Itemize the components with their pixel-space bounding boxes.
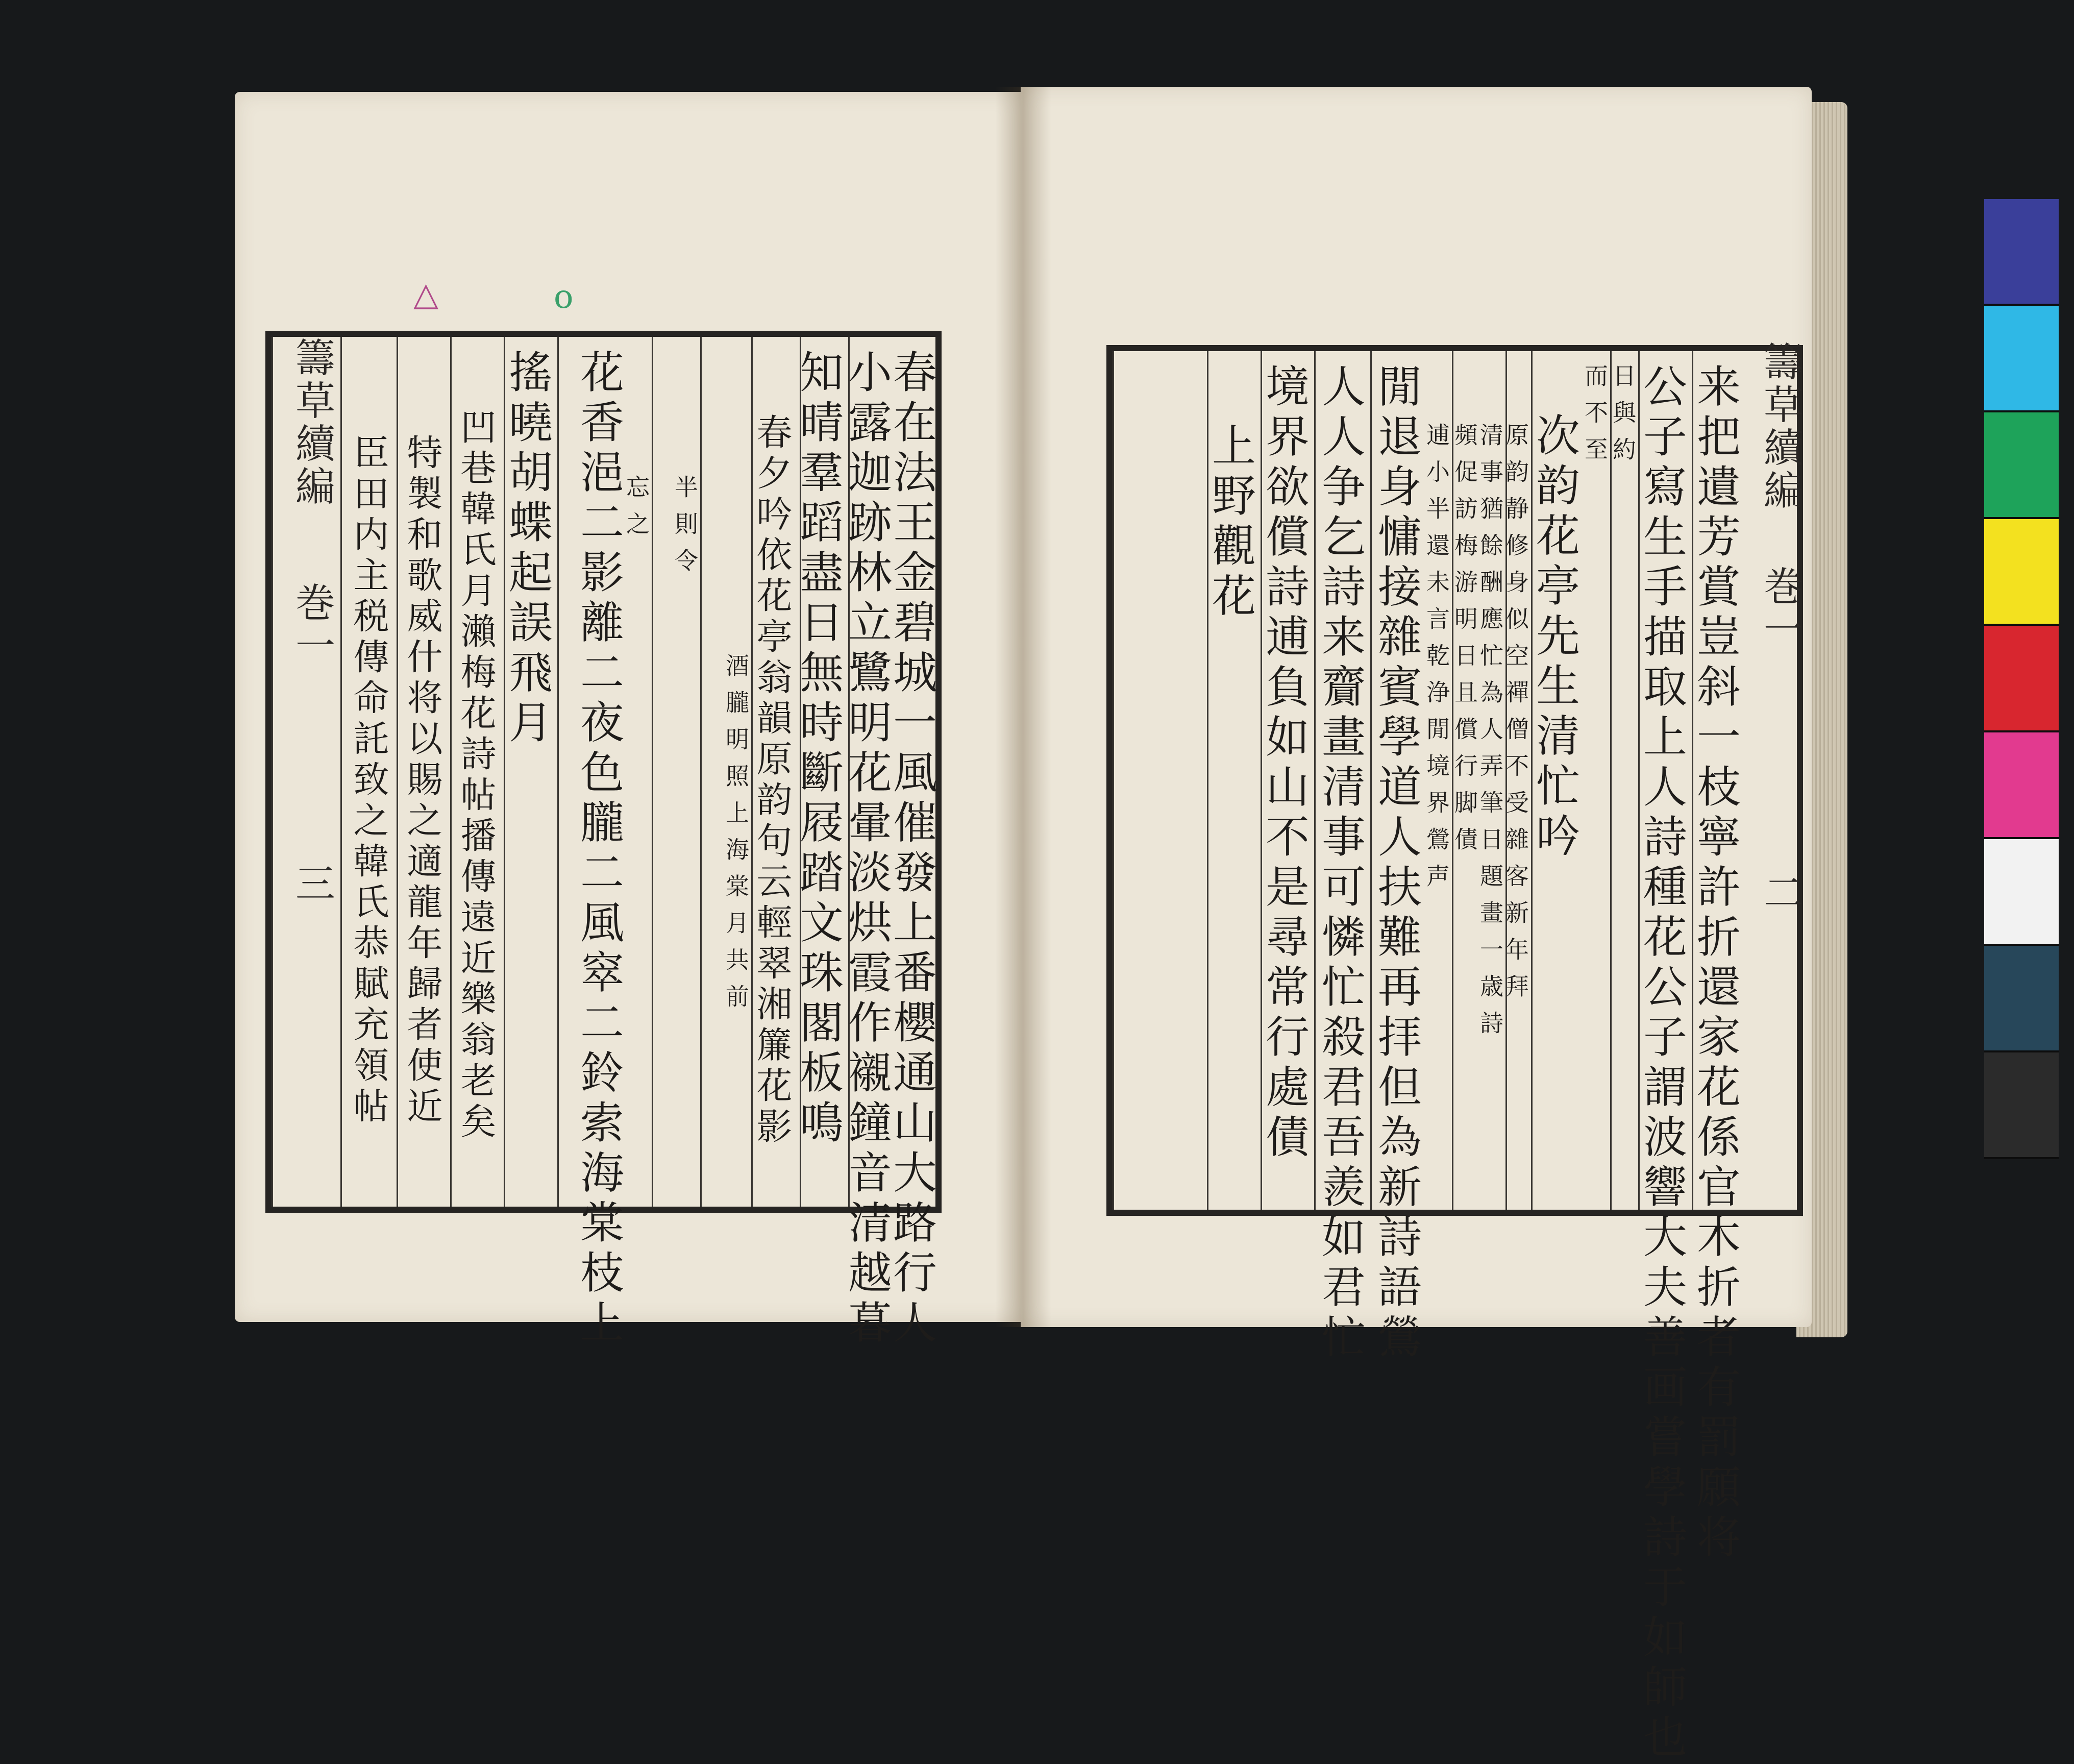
right-blank-columns xyxy=(1113,351,1207,1210)
left-column-12: 臣田内主税傳命託致之韓氏恭賦充領帖 xyxy=(340,337,397,1207)
right-column-4: 而不至 xyxy=(1581,363,1609,474)
triangle-mark: △ xyxy=(413,276,439,313)
book-gutter xyxy=(995,87,1051,1327)
left-margin-title: 籌草續編 xyxy=(289,337,335,508)
left-column-8: 花香浥二影離二夜色朧二風窣二鈴索海棠枝上 xyxy=(557,337,629,1207)
right-column-2: 公子寫生手描取上人詩種花公子謂波響大夫善画嘗學詩于如師也 xyxy=(1638,351,1692,1210)
left-column-2: 小露迦跡林立鷺明花暈淡烘霞作襯鐘音清越暮 xyxy=(848,337,897,1207)
color-patch-9 xyxy=(1984,1052,2059,1159)
circle-mark: o xyxy=(554,278,574,316)
right-text-frame xyxy=(1106,341,1803,1764)
left-column-10: 凹巷韓氏月瀨梅花詩帖播傳遠近樂翁老矣 xyxy=(450,337,504,1207)
left-column-7: 忘之 xyxy=(623,475,650,548)
right-column-6: 原韵静修身似空禪僧不受雜客新年拜 xyxy=(1505,351,1531,1210)
right-column-11: 人人争乞詩来齎畫清事可憐忙殺君吾羨如君忙 xyxy=(1314,351,1370,1210)
color-patch-5 xyxy=(1984,626,2059,732)
left-column-4: 春夕吟依花亭翁韻原韵句云輕翠湘簾花影 xyxy=(751,337,800,1207)
color-patch-7 xyxy=(1984,839,2059,946)
right-column-7: 清事猶餘酬應忙為人弄筆日題畫一歳詩 xyxy=(1476,423,1504,1047)
color-patch-6 xyxy=(1984,732,2059,839)
right-volume-label: 巻一 xyxy=(1757,566,1803,651)
left-page-number: 三 xyxy=(289,863,335,905)
color-patch-4 xyxy=(1984,519,2059,626)
left-column-5: 酒朧明照上海棠月共前 xyxy=(700,337,751,1207)
left-column-1: 春在法王金碧城一風催發上番櫻通山大路行人 xyxy=(885,349,936,1350)
left-column-6: 半則令 xyxy=(652,337,700,1207)
right-column-8: 頻促訪梅游明日且償行脚債 xyxy=(1452,351,1480,1210)
right-column-13: 上野觀花 xyxy=(1207,351,1261,1210)
color-patch-3 xyxy=(1984,412,2059,519)
left-column-3: 知晴羣蹈盡日無時斷屐踏文珠閣板鳴 xyxy=(800,337,848,1207)
left-margin-column xyxy=(271,337,340,1207)
right-page-number: 二 xyxy=(1757,872,1803,915)
right-column-1: 来把遺芳賞豈斜一枝寧許折還家花係官木折者有罰願将 xyxy=(1692,351,1745,1210)
color-checker-strip xyxy=(1984,199,2059,1159)
right-column-3: 日與約 xyxy=(1610,351,1638,1210)
right-margin-column xyxy=(1745,341,1803,1210)
color-patch-1 xyxy=(1984,199,2059,306)
right-column-10: 閒退身慵接雜賓學道人扶難再拝但為新詩語鶯 xyxy=(1370,351,1426,1210)
color-patch-8 xyxy=(1984,946,2059,1052)
right-column-5: 次韵花亭先生清忙吟 xyxy=(1531,351,1585,1210)
right-margin-title: 籌草續編 xyxy=(1757,341,1803,512)
right-column-9: 逋小半還未言乾浄閒境界鶯声 xyxy=(1423,423,1450,900)
left-volume-label: 巻一 xyxy=(289,582,335,668)
color-patch-2 xyxy=(1984,306,2059,412)
right-column-12: 境界欲償詩逋負如山不是尋常行處債 xyxy=(1261,351,1314,1210)
left-text-frame xyxy=(265,331,942,1350)
left-column-11: 特製和歌威什将以賜之適龍年歸者使近 xyxy=(397,337,450,1207)
left-column-9: 搖曉胡蝶起誤飛月 xyxy=(504,337,557,1207)
